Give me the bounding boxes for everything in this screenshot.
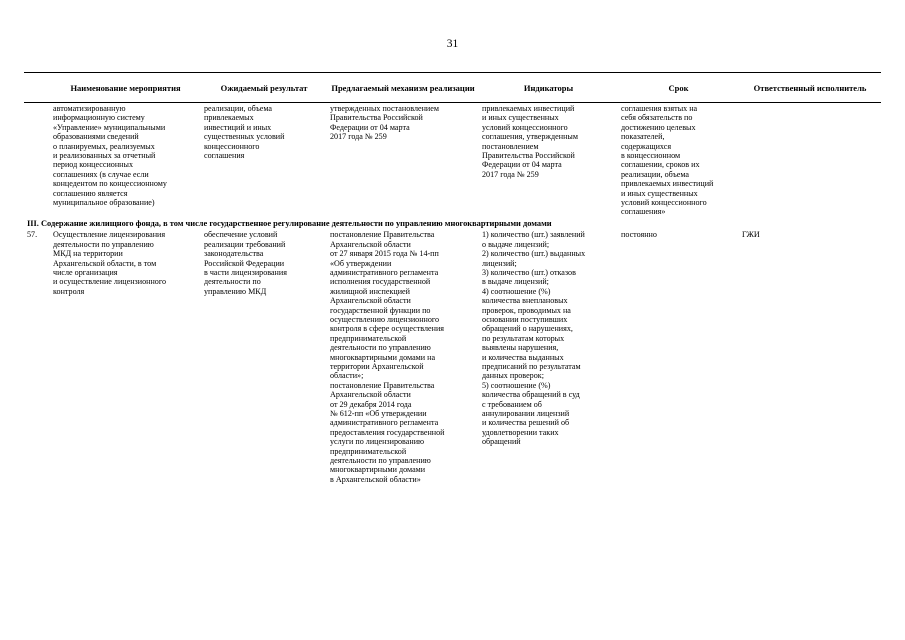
cell-number: 57. [27,230,38,240]
table-row [24,103,881,218]
cell-term: соглашения взятых на себя обязательств по достижению целевых показателей, содержащихся в концессионном соглашении, сроков их реализации, объема привлекаемых инвестиций и иных существенных условий концессионного соглашения» [621,104,714,217]
table-row [24,229,881,485]
cell-activity: Осуществление лицензирования деятельности по управлению МКД на территории Архангельской области, в том числе организация и осуществление лицензионного контроля [53,230,166,296]
section-heading-row [24,218,881,229]
cell-indicators: 1) количество (шт.) заявлений о выдаче лицензий; 2) количество (шт.) выданных лицензий; 3) количество (шт.) отказов в выдаче лицензий; 4) соотношение (%) количества внеплановых проверок, проводимых на основании поступивших обращений о нарушениях, по результатам которых выявлены нарушения, и количества выданных предписаний по результатам данных проверок; 5) соотношение (%) количества обращений в суд с требованием об аннулировании лицензий и количества решений об удовлетворении таких обращений [482,230,586,447]
measures-table [24,72,881,485]
cell-result: реализации, объема привлекаемых инвестиций и иных существенных условий концессионного соглашения [204,104,285,161]
header-number [24,73,50,103]
cell-result: обеспечение условий реализации требований законодательства Российской Федерации в части лицензирования деятельности по управлению МКД [204,230,287,296]
page-number: 31 [446,38,459,50]
cell-term: постоянно [621,230,657,240]
cell-number [24,103,50,218]
cell-activity: автоматизированную информационную систему «Управление» муниципальными образованиями сведений о планируемых, реализуемых и реализованных за отчетный период концессионных соглашениях (в случае если концедентом по концессионному соглашению является муниципальное образование) [53,104,167,208]
header-mechanism: Предлагаемый механизм реализации [327,73,479,103]
cell-mechanism: утвержденных постановлением Правительства Российской Федерации от 04 марта 2017 года № 259 [330,104,439,142]
cell-mechanism: постановление Правительства Архангельской области от 27 января 2015 года № 14-пп «Об утверждении административного регламента исполнения государственной жилищной инспекцией Архангельской области государственной функции по осуществлению лицензионного контроля в сфере осуществления предпринимательской деятельности по управлению многоквартирными домами на территории Архангельской области»; постановление Правительства Архангельской области от 29 декабря 2014 года № 612-пп «Об утверждении административного регламента предоставления государственной услуги по лицензированию предпринимательской деятельности по управлению многоквартирными домами в Архангельской области» [330,230,445,484]
header-term: Срок [618,73,739,103]
header-activity: Наименование мероприятия [50,73,201,103]
cell-responsible: ГЖИ [742,230,760,240]
header-responsible: Ответственный исполнитель [739,73,881,103]
table-header-row [24,73,881,103]
cell-responsible [739,103,881,218]
header-result: Ожидаемый результат [201,73,327,103]
header-indicators: Индикаторы [479,73,618,103]
cell-indicators: привлекаемых инвестиций и иных существенных условий концессионного соглашения, утвержденным постановлением Правительства Российской Федерации от 04 марта 2017 года № 259 [482,104,578,179]
section-title: III. Содержание жилищного фонда, в том числе государственное регулирование деятельности по управлению многоквартирными домами [27,218,552,228]
